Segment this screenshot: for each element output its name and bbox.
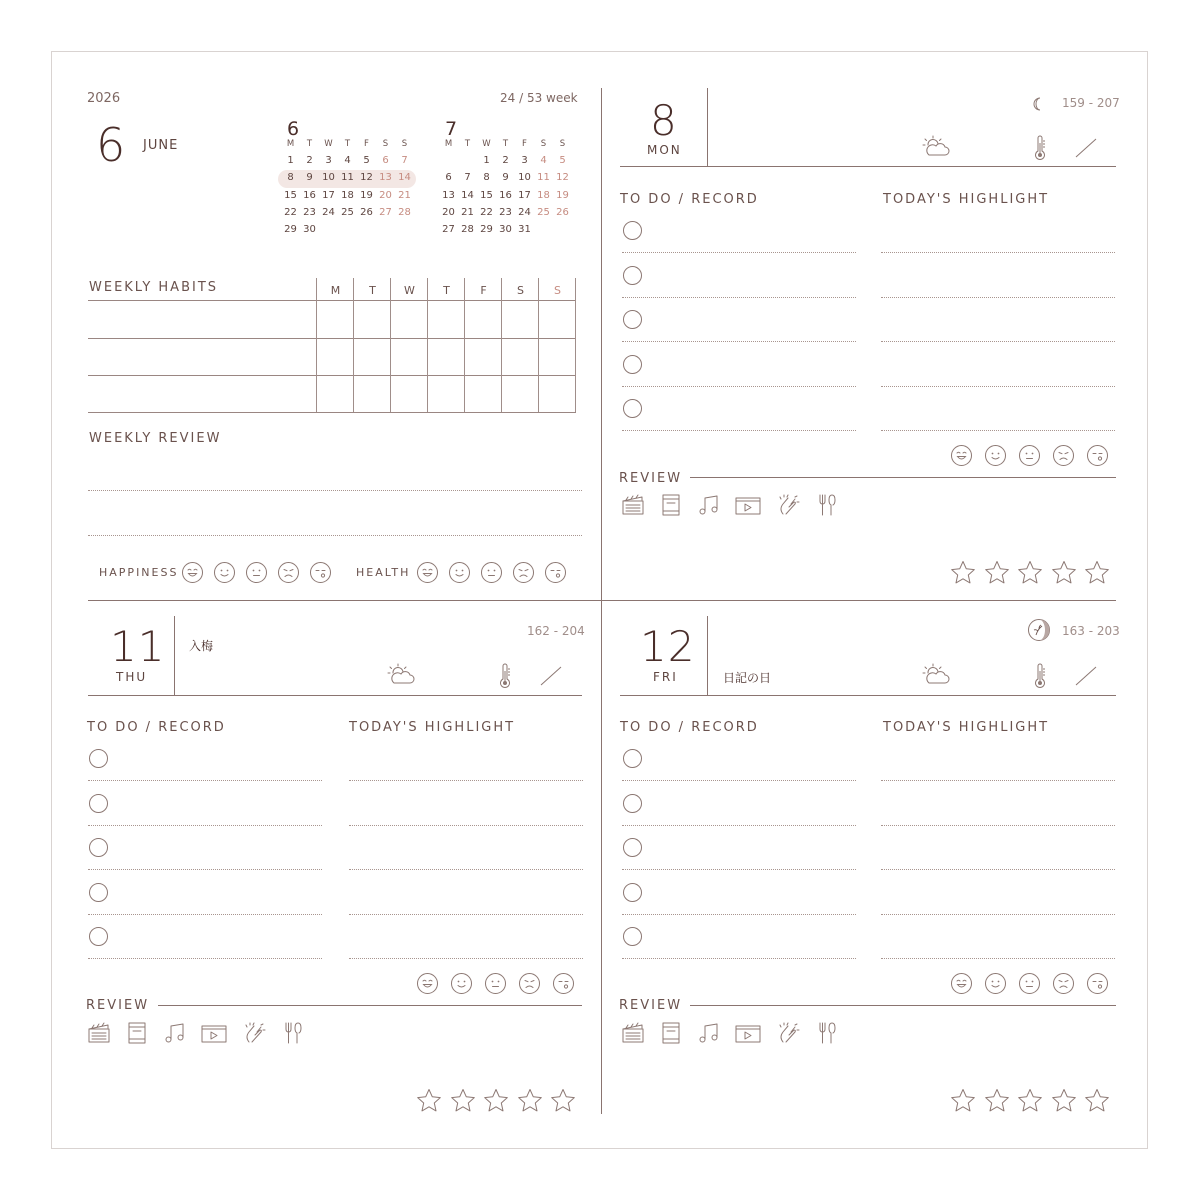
weekday-cell: S bbox=[382, 139, 389, 149]
day-name-mon: MON bbox=[647, 143, 682, 157]
book-icon[interactable] bbox=[125, 1021, 151, 1049]
health-face-icon[interactable] bbox=[417, 562, 438, 583]
habits-column-line bbox=[390, 278, 391, 412]
weekly-review-line[interactable] bbox=[88, 535, 582, 536]
clapping-icon[interactable] bbox=[777, 1021, 803, 1049]
mini-calendar-weekdays bbox=[439, 139, 572, 149]
habits-row-line bbox=[88, 375, 576, 376]
date-cell: 16 bbox=[303, 189, 316, 201]
habit-day-header: F bbox=[480, 284, 487, 297]
mood-face-icon[interactable] bbox=[1087, 445, 1108, 466]
mood-face-icon[interactable] bbox=[951, 445, 972, 466]
highlight-label-mon: TODAY'S HIGHLIGHT bbox=[883, 192, 1050, 207]
habit-day-header: M bbox=[330, 284, 341, 297]
date-cell: 25 bbox=[537, 206, 550, 218]
habit-day-header: W bbox=[404, 284, 415, 297]
weekday-cell: T bbox=[502, 139, 509, 149]
weekday-cell: S bbox=[401, 139, 408, 149]
date-cell: 2 bbox=[306, 155, 313, 166]
date-cell: 22 bbox=[480, 206, 493, 218]
cutlery-icon[interactable] bbox=[815, 493, 841, 521]
happiness-face-icon[interactable] bbox=[310, 562, 331, 583]
todo-label-thu: TO DO / RECORD bbox=[87, 720, 226, 735]
date-cell: 28 bbox=[461, 224, 474, 236]
todo-line[interactable] bbox=[88, 780, 322, 781]
date-cell: 19 bbox=[360, 189, 373, 201]
date-cell: 21 bbox=[461, 206, 474, 218]
star-icon[interactable] bbox=[1017, 1088, 1043, 1117]
todo-line[interactable] bbox=[622, 252, 856, 253]
weekday-cell: T bbox=[306, 139, 313, 149]
day-header-baseline bbox=[88, 695, 582, 696]
mini-calendar-week bbox=[439, 172, 572, 183]
temperature-range-slash bbox=[539, 665, 563, 691]
month-name: JUNE bbox=[143, 138, 179, 153]
todo-line[interactable] bbox=[622, 914, 856, 915]
date-cell bbox=[357, 224, 376, 235]
todo-line[interactable] bbox=[622, 780, 856, 781]
mood-face-icon[interactable] bbox=[985, 973, 1006, 994]
weekday-cell: M bbox=[444, 139, 453, 149]
date-cell: 7 bbox=[401, 155, 408, 166]
date-cell: 24 bbox=[322, 206, 335, 218]
date-cell: 18 bbox=[537, 189, 550, 201]
date-cell: 15 bbox=[284, 189, 297, 201]
date-cell: 20 bbox=[379, 189, 392, 201]
date-cell: 17 bbox=[322, 189, 335, 201]
day-header-divider bbox=[174, 616, 175, 695]
date-cell: 31 bbox=[518, 224, 531, 236]
music-icon[interactable] bbox=[163, 1021, 189, 1049]
date-cell: 12 bbox=[556, 172, 569, 184]
date-cell: 12 bbox=[360, 172, 373, 184]
date-cell: 19 bbox=[556, 189, 569, 201]
thermometer-icon[interactable] bbox=[497, 663, 513, 693]
happiness-face-icon[interactable] bbox=[278, 562, 299, 583]
date-cell: 23 bbox=[303, 206, 316, 218]
health-face-icon[interactable] bbox=[481, 562, 502, 583]
date-cell: 20 bbox=[442, 206, 455, 218]
date-cell: 13 bbox=[379, 172, 392, 184]
mini-calendar-month: 7 bbox=[445, 118, 458, 140]
highlight-line[interactable] bbox=[881, 825, 1115, 826]
todo-checkbox[interactable] bbox=[623, 399, 642, 418]
mini-calendar-week bbox=[439, 190, 572, 201]
mini-calendar-week bbox=[439, 224, 572, 235]
center-horizontal-divider bbox=[88, 600, 1116, 601]
date-cell: 2 bbox=[502, 155, 509, 166]
habit-day-header: T bbox=[443, 284, 450, 297]
star-icon[interactable] bbox=[1017, 560, 1043, 589]
star-icon[interactable] bbox=[984, 1088, 1010, 1117]
date-cell: 13 bbox=[442, 189, 455, 201]
mood-face-icon[interactable] bbox=[451, 973, 472, 994]
todo-checkbox[interactable] bbox=[89, 927, 108, 946]
date-cell: 1 bbox=[287, 155, 294, 166]
highlight-line[interactable] bbox=[349, 780, 583, 781]
mood-face-icon[interactable] bbox=[1087, 973, 1108, 994]
happiness-face-icon[interactable] bbox=[182, 562, 203, 583]
sun-times-fri: 163 - 203 bbox=[1062, 624, 1120, 638]
mini-calendar-week bbox=[281, 155, 414, 166]
date-cell: 10 bbox=[322, 172, 335, 184]
temperature-range-slash bbox=[1074, 137, 1098, 163]
todo-checkbox[interactable] bbox=[623, 927, 642, 946]
cutlery-icon[interactable] bbox=[815, 1021, 841, 1049]
date-cell: 10 bbox=[518, 172, 531, 184]
mood-face-icon[interactable] bbox=[1019, 445, 1040, 466]
video-icon[interactable] bbox=[735, 493, 761, 521]
date-cell: 14 bbox=[461, 189, 474, 201]
highlight-line[interactable] bbox=[881, 958, 1115, 959]
date-cell: 11 bbox=[537, 172, 550, 184]
date-cell: 27 bbox=[442, 224, 455, 236]
date-cell bbox=[376, 224, 395, 235]
mood-face-icon[interactable] bbox=[485, 973, 506, 994]
date-cell: 1 bbox=[483, 155, 490, 166]
mood-face-icon[interactable] bbox=[519, 973, 540, 994]
todo-checkbox[interactable] bbox=[623, 838, 642, 857]
date-cell: 5 bbox=[559, 155, 566, 166]
day-header-baseline bbox=[620, 166, 1116, 167]
clapperboard-icon[interactable] bbox=[621, 493, 647, 521]
mood-face-icon[interactable] bbox=[553, 973, 574, 994]
todo-line[interactable] bbox=[622, 869, 856, 870]
date-cell: 9 bbox=[306, 172, 313, 184]
date-cell bbox=[395, 224, 414, 235]
habits-column-line bbox=[575, 278, 576, 412]
habits-column-line bbox=[316, 278, 317, 412]
habits-column-line bbox=[353, 278, 354, 412]
date-cell: 26 bbox=[556, 206, 569, 218]
todo-line[interactable] bbox=[622, 430, 856, 431]
weekday-cell: F bbox=[364, 139, 369, 149]
cutlery-icon[interactable] bbox=[281, 1021, 307, 1049]
day-name-fri: FRI bbox=[653, 670, 678, 684]
todo-line[interactable] bbox=[88, 914, 322, 915]
day-name-thu: THU bbox=[116, 670, 148, 684]
music-icon[interactable] bbox=[697, 1021, 723, 1049]
star-icon[interactable] bbox=[450, 1088, 476, 1117]
highlight-line[interactable] bbox=[349, 869, 583, 870]
health-label: HEALTH bbox=[356, 566, 411, 579]
highlight-label-thu: TODAY'S HIGHLIGHT bbox=[349, 720, 516, 735]
date-cell bbox=[458, 155, 477, 166]
todo-checkbox[interactable] bbox=[89, 883, 108, 902]
star-icon[interactable] bbox=[1051, 560, 1077, 589]
week-number: 24 / 53 week bbox=[500, 91, 578, 105]
mood-face-icon[interactable] bbox=[951, 973, 972, 994]
weekday-cell: T bbox=[464, 139, 471, 149]
todo-label-mon: TO DO / RECORD bbox=[620, 192, 759, 207]
mood-face-icon[interactable] bbox=[1053, 973, 1074, 994]
habits-row-line bbox=[88, 412, 576, 413]
date-cell: 25 bbox=[341, 206, 354, 218]
mood-face-icon[interactable] bbox=[1053, 445, 1074, 466]
todo-checkbox[interactable] bbox=[623, 794, 642, 813]
todo-line[interactable] bbox=[622, 386, 856, 387]
highlight-line[interactable] bbox=[349, 914, 583, 915]
mini-calendar-week bbox=[281, 207, 414, 218]
habit-day-header: T bbox=[369, 284, 376, 297]
todo-checkbox[interactable] bbox=[623, 355, 642, 374]
health-face-icon[interactable] bbox=[449, 562, 470, 583]
clapping-icon[interactable] bbox=[777, 493, 803, 521]
todo-checkbox[interactable] bbox=[623, 221, 642, 240]
music-icon[interactable] bbox=[697, 493, 723, 521]
date-cell: 11 bbox=[341, 172, 354, 184]
mood-face-icon[interactable] bbox=[1019, 973, 1040, 994]
habits-row-line bbox=[88, 338, 576, 339]
date-cell: 26 bbox=[360, 206, 373, 218]
habit-day-header: S bbox=[517, 284, 524, 297]
mini-calendar-week bbox=[281, 172, 414, 183]
date-cell: 15 bbox=[480, 189, 493, 201]
date-cell: 29 bbox=[480, 224, 493, 236]
weekday-cell: F bbox=[522, 139, 527, 149]
event-thu: 入梅 bbox=[189, 639, 214, 653]
highlight-line[interactable] bbox=[349, 825, 583, 826]
star-icon[interactable] bbox=[950, 560, 976, 589]
weekday-cell: S bbox=[540, 139, 547, 149]
date-cell: 5 bbox=[363, 155, 370, 166]
star-icon[interactable] bbox=[517, 1088, 543, 1117]
date-cell: 27 bbox=[379, 206, 392, 218]
review-label-fri: REVIEW bbox=[619, 998, 683, 1013]
review-line bbox=[690, 477, 1116, 478]
todo-line[interactable] bbox=[622, 297, 856, 298]
highlight-label-fri: TODAY'S HIGHLIGHT bbox=[883, 720, 1050, 735]
day-header-divider bbox=[707, 88, 708, 166]
date-cell: 8 bbox=[287, 172, 294, 184]
mini-calendar-week bbox=[281, 190, 414, 201]
date-cell: 7 bbox=[464, 172, 471, 184]
todo-label-fri: TO DO / RECORD bbox=[620, 720, 759, 735]
happiness-face-icon[interactable] bbox=[246, 562, 267, 583]
habits-row-line bbox=[88, 300, 576, 301]
todo-line[interactable] bbox=[88, 825, 322, 826]
star-icon[interactable] bbox=[416, 1088, 442, 1117]
moon-icon bbox=[1033, 96, 1045, 115]
day-header-divider bbox=[707, 616, 708, 695]
health-face-icon[interactable] bbox=[513, 562, 534, 583]
video-icon[interactable] bbox=[201, 1021, 227, 1049]
date-cell: 6 bbox=[445, 172, 452, 184]
habits-column-line bbox=[464, 278, 465, 412]
health-face-icon[interactable] bbox=[545, 562, 566, 583]
mini-calendar-week bbox=[439, 207, 572, 218]
todo-checkbox[interactable] bbox=[89, 838, 108, 857]
date-cell bbox=[338, 224, 357, 235]
clapping-icon[interactable] bbox=[243, 1021, 269, 1049]
highlight-line[interactable] bbox=[881, 430, 1115, 431]
highlight-line[interactable] bbox=[881, 914, 1115, 915]
date-cell: 30 bbox=[499, 224, 512, 236]
highlight-line[interactable] bbox=[881, 780, 1115, 781]
date-cell: 17 bbox=[518, 189, 531, 201]
habits-column-line bbox=[427, 278, 428, 412]
todo-checkbox[interactable] bbox=[623, 310, 642, 329]
day-number-fri: 12 bbox=[640, 622, 696, 671]
todo-line[interactable] bbox=[622, 958, 856, 959]
date-cell: 16 bbox=[499, 189, 512, 201]
date-cell: 3 bbox=[325, 155, 332, 166]
date-cell: 21 bbox=[398, 189, 411, 201]
clapperboard-icon[interactable] bbox=[87, 1021, 113, 1049]
weekly-review-title: WEEKLY REVIEW bbox=[89, 431, 222, 446]
star-icon[interactable] bbox=[984, 560, 1010, 589]
date-cell: 22 bbox=[284, 206, 297, 218]
star-icon[interactable] bbox=[1084, 1088, 1110, 1117]
clapperboard-icon[interactable] bbox=[621, 1021, 647, 1049]
day-header-baseline bbox=[620, 695, 1116, 696]
todo-line[interactable] bbox=[88, 958, 322, 959]
happiness-face-icon[interactable] bbox=[214, 562, 235, 583]
review-line bbox=[690, 1005, 1116, 1006]
todo-checkbox[interactable] bbox=[623, 749, 642, 768]
habit-day-header: S bbox=[554, 284, 561, 297]
star-icon[interactable] bbox=[1084, 560, 1110, 589]
moon-phase-icon bbox=[1027, 618, 1051, 646]
highlight-line[interactable] bbox=[349, 958, 583, 959]
date-cell: 4 bbox=[344, 155, 351, 166]
date-cell: 23 bbox=[499, 206, 512, 218]
habits-column-line bbox=[501, 278, 502, 412]
highlight-line[interactable] bbox=[881, 252, 1115, 253]
sun-times-mon: 159 - 207 bbox=[1062, 96, 1120, 110]
weekly-review-line[interactable] bbox=[88, 490, 582, 491]
date-cell bbox=[553, 224, 572, 235]
year-label: 2026 bbox=[87, 91, 121, 106]
star-icon[interactable] bbox=[950, 1088, 976, 1117]
weather-icon[interactable] bbox=[920, 661, 950, 691]
date-cell: 29 bbox=[284, 224, 297, 236]
star-icon[interactable] bbox=[483, 1088, 509, 1117]
review-label-mon: REVIEW bbox=[619, 471, 683, 486]
weekday-cell: M bbox=[286, 139, 295, 149]
highlight-line[interactable] bbox=[881, 341, 1115, 342]
weekday-cell: W bbox=[324, 139, 333, 149]
date-cell: 28 bbox=[398, 206, 411, 218]
date-cell: 24 bbox=[518, 206, 531, 218]
date-cell: 18 bbox=[341, 189, 354, 201]
thermometer-icon[interactable] bbox=[1032, 135, 1048, 165]
book-icon[interactable] bbox=[659, 1021, 685, 1049]
weekly-habits-title: WEEKLY HABITS bbox=[89, 280, 219, 295]
sun-times-thu: 162 - 204 bbox=[527, 624, 585, 638]
highlight-line[interactable] bbox=[881, 869, 1115, 870]
habits-column-line bbox=[538, 278, 539, 412]
date-cell: 30 bbox=[303, 224, 316, 236]
date-cell: 6 bbox=[382, 155, 389, 166]
todo-line[interactable] bbox=[622, 341, 856, 342]
weather-icon[interactable] bbox=[385, 661, 415, 691]
month-number: 6 bbox=[96, 118, 126, 172]
weather-icon[interactable] bbox=[920, 133, 950, 163]
mood-face-icon[interactable] bbox=[417, 973, 438, 994]
todo-checkbox[interactable] bbox=[89, 794, 108, 813]
date-cell bbox=[319, 224, 338, 235]
happiness-label: HAPPINESS bbox=[99, 566, 179, 579]
mini-calendar-week bbox=[439, 155, 572, 166]
highlight-line[interactable] bbox=[881, 297, 1115, 298]
center-vertical-divider bbox=[601, 88, 602, 1114]
star-icon[interactable] bbox=[550, 1088, 576, 1117]
review-label-thu: REVIEW bbox=[86, 998, 150, 1013]
mood-face-icon[interactable] bbox=[985, 445, 1006, 466]
todo-line[interactable] bbox=[622, 825, 856, 826]
review-line bbox=[158, 1005, 582, 1006]
weekday-cell: T bbox=[344, 139, 351, 149]
thermometer-icon[interactable] bbox=[1032, 663, 1048, 693]
day-number-mon: 8 bbox=[650, 96, 678, 145]
event-fri: 日記の日 bbox=[723, 671, 772, 685]
date-cell bbox=[534, 224, 553, 235]
mini-calendar-weekdays bbox=[281, 139, 414, 149]
date-cell: 14 bbox=[398, 172, 411, 184]
book-icon[interactable] bbox=[659, 493, 685, 521]
weekday-cell: W bbox=[482, 139, 491, 149]
todo-line[interactable] bbox=[88, 869, 322, 870]
video-icon[interactable] bbox=[735, 1021, 761, 1049]
date-cell: 9 bbox=[502, 172, 509, 184]
date-cell: 8 bbox=[483, 172, 490, 184]
todo-checkbox[interactable] bbox=[89, 749, 108, 768]
date-cell: 4 bbox=[540, 155, 547, 166]
date-cell: 3 bbox=[521, 155, 528, 166]
date-cell bbox=[439, 155, 458, 166]
mini-calendar-month: 6 bbox=[287, 118, 300, 140]
day-number-thu: 11 bbox=[110, 622, 166, 671]
todo-checkbox[interactable] bbox=[623, 266, 642, 285]
star-icon[interactable] bbox=[1051, 1088, 1077, 1117]
highlight-line[interactable] bbox=[881, 386, 1115, 387]
mini-calendar-week bbox=[281, 224, 414, 235]
temperature-range-slash bbox=[1074, 665, 1098, 691]
todo-checkbox[interactable] bbox=[623, 883, 642, 902]
weekday-cell: S bbox=[559, 139, 566, 149]
